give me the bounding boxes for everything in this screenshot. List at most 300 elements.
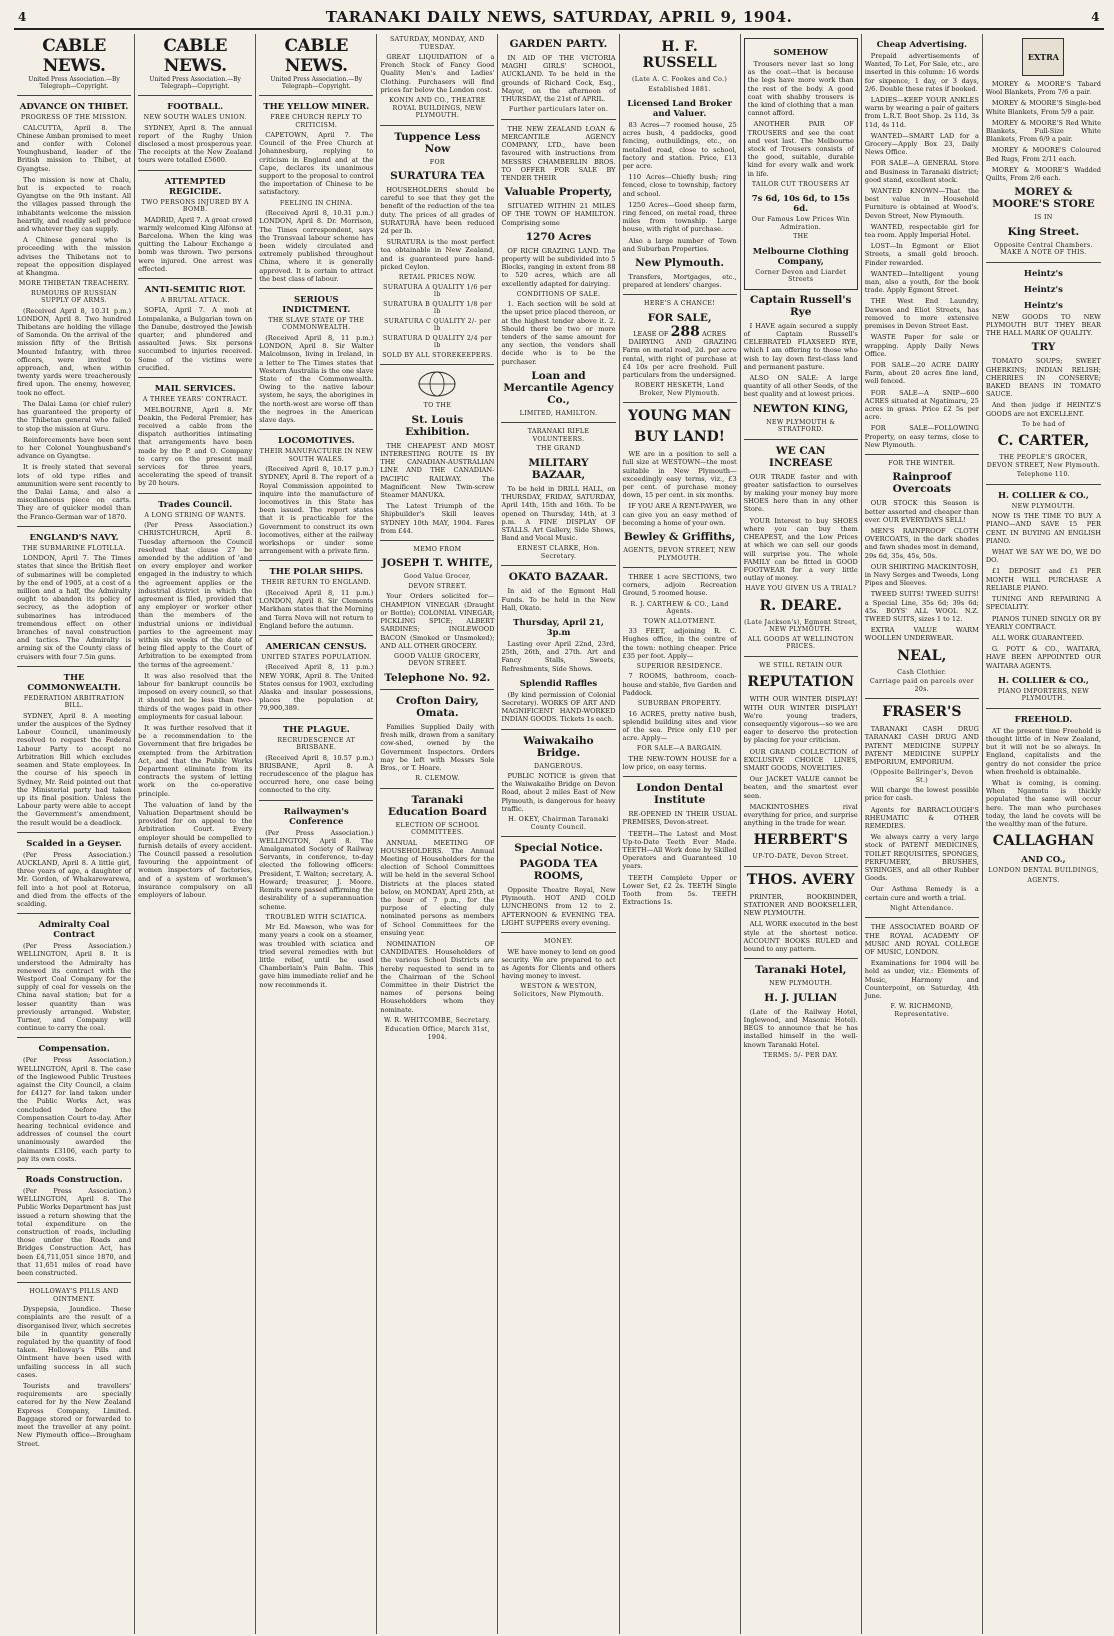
ad-text: OUR TRADE faster and with greater satisfaction to ourselves by making your money buy more SHOES here than in any other Store. (743, 472, 858, 514)
masthead (14, 6, 1104, 30)
article-subtitle: FREE CHURCH REPLY TO CRITICISM. (270, 114, 363, 129)
ad-box (744, 38, 858, 290)
ad-text: NEW PLYMOUTH. (769, 980, 833, 988)
ad-heading: THOS. AVERY (746, 871, 855, 888)
article-text: A Chinese general who is proceeding with the mission advises the Thibetans not to repeat the opposition displayed at Khangma. (17, 236, 132, 277)
ad-heading: St. Louis Exhibition. (405, 413, 470, 438)
article-text: Mr Ed. Mawson, who was for many years a cook on a steamer, was troubled with sciatica and tried several remedies with but little relief, until he used Chamberlain's Pain Balm. This gave him immediate relief and he now recommends it. (259, 923, 374, 989)
ad-text: ELECTION OF SCHOOL COMMITTEES. (395, 821, 480, 837)
column-4 (377, 34, 498, 1634)
extra-logo-text: EXTRA (1027, 51, 1059, 62)
ad-text: THE ASSOCIATED BOARD OF THE ROYAL ACADEMY OF MUSIC AND ROYAL COLLEGE OF MUSIC, LONDON. (864, 923, 979, 956)
ad-text: NOW IS THE TIME TO BUY A PIANO—AND SAVE 15 PER CENT. IN BUYING AN ENGLISH PIANO. (985, 512, 1101, 545)
classified-ad: WANTED—SMART LAD for a Grocery—Apply Box 23, Daily News Office. (864, 131, 979, 157)
classified-ad: LADIES—KEEP YOUR ANKLES warm by wearing a pair of gaiters from L.R.T. Boot Shop. 2s 11d, 3s 11d, 4s 11d. (864, 96, 979, 129)
article-text: It was also resolved that the labour for bankrupt councils be imposed on every council, so that it should not be less than two-thirds of the wages paid in other employments for casual labour. (138, 671, 253, 721)
ad-text: TWEED SUITS! TWEED SUITS! a Special Line, 35s 6d; 39s 6d; 45s. BOYS' ALL WOOL N.Z. TWEED SUITS, sizes 1 to 12. (864, 590, 979, 624)
columns (14, 34, 1104, 1634)
column-6 (620, 34, 741, 1634)
article-text: The mission is now at Chalu, but is expected to reach Gyangtse on the 9th instant. All the villages passed through the inhabitants welcome the mission heartily, and readily sell produce and whatever they can supply. (17, 175, 132, 233)
classified-ad: WANTED, respectable girl for tea room. Apply Imperial Hotel. (864, 222, 979, 240)
ad-text: (Late Jackson's), Egmont Street, NEW PLYMOUTH. (744, 618, 858, 634)
ad-text: THREE 1 acre SECTIONS, two corners, adjoin Recreation Ground, 5 roomed house. (622, 573, 737, 598)
article-subtitle: FEELING IN CHINA. (279, 199, 353, 207)
ad-text: Will charge the lowest possible price for cash. (864, 786, 979, 803)
ad-text: And then judge if HEINTZ'S GOODS are not EXCELLENT. (985, 401, 1101, 418)
article-text: (Per Press Association.) WELLINGTON, April 8. The case of the Inglewood Public Trustees against the City Council, a claim for £4127 for land taken under the Public Works Act, was concluded before the Compensation Court to-day. After hearing technical evidence and addresses of counsel the court unanimously awarded the claimants £3106, each party to pay its own costs. (17, 1056, 132, 1163)
article-title: LOCOMOTIVES. (278, 436, 355, 447)
ad-heading: MILITARY BAZAAR, (528, 456, 589, 481)
ad-heading: JOSEPH T. WHITE, (381, 557, 493, 570)
article-subtitle: HOLLOWAY'S PILLS AND OINTMENT. (29, 1288, 119, 1303)
ad-text: (Late A. C. Fookes and Co.) (632, 76, 728, 83)
ad-heading: Crofton Dairy, Omata. (396, 694, 479, 719)
ad-heading: H. J. JULIAN (764, 991, 838, 1004)
ad-text: £1 DEPOSIT and £1 PER MONTH WILL PURCHASE A RELIABLE PIANO. (985, 567, 1101, 592)
ad-heading: CALLAGHAN (992, 833, 1095, 850)
article-title: Compensation. (38, 1044, 110, 1055)
ad-text: Our Asthma Remedy is a certain cure and worth a trial. (864, 885, 979, 902)
ad-text: NEW GOODS TO NEW PLYMOUTH BUT THEY BEAR THE HALL MARK OF QUALITY. (985, 312, 1101, 338)
ad-text: To be had of (1022, 420, 1065, 428)
ad-text: Established 1881. (648, 85, 711, 93)
ad-text: PIANOS TUNED SINGLY OR BY YEARLY CONTRACT. (985, 614, 1101, 631)
ad-text: NOMINATION OF CANDIDATES. Householders of the various School Districts are hereby requested to send in to the Chairman of the School Committee in their District the names of persons being Householders whom they nominate. (380, 940, 495, 1014)
article-text: (Received April 8, 10.17 p.m.) SYDNEY, April 8. The report of a Royal Commission appointed to inquire into the manufacture of locomotives in this State has been issued. The report states that it is practicable for the Government to construct its own locomotives, either at the railway workshops or under some arrangement with a private firm. (259, 465, 374, 556)
ad-text: IN AID OF THE VICTORIA MAGHI GIRLS' SCHOOL, AUCKLAND. To be held in the grounds of Richard Cock, Esq., Mayor, on the afternoon of THURSDAY, the 21st of APRIL. (501, 54, 616, 104)
ad-text: MEMO FROM (413, 545, 462, 553)
ad-heading: HERBERT'S (753, 832, 848, 849)
ad-text: (Late of the Railway Hotel, Inglewood, and Masonic Hotel). BEGS to announce that he has installed himself in the well-known Taranaki Hotel. (743, 1007, 858, 1049)
article-text: (Received April 8, 10.31 p.m.) LONDON, April 8. Two hundred Thibetans are holding the village of Samonda. On the arrival of the mission fifty of the British Mounted Infantry, with three officers, were invited to approach, and, when within twenty yards were treacherously fired upon. The enemy, however, took no effect. (17, 306, 132, 397)
credit-line: United Press Association.—By Telegraph—Copyright. (270, 76, 363, 90)
ad-text: 110 Acres—Chiefly bush; ring fenced, close to township, factory and school. (622, 173, 737, 198)
article-text: (Per Press Association.) CHRISTCHURCH, April 8. Tuesday afternoon the Council resolved that clause 27 be amended by the addition of 'and on every employer and worker engaged in the industry to which the agreement applies or the industrial district in which the agreement is filed, provided that any employer or worker other than the members of the industrial unions or individual parties to the agreement may within six weeks of the date of being filed apply to the Court of Arbitration to be exempted from the terms of the agreement.' (138, 521, 253, 669)
ad-text: GOOD VALUE GROCERY, DEVON STREET. (394, 652, 481, 668)
ad-text: 1. Each section will be sold at the upset price placed thereon, or at the highest tender above it. 2. Should there be two or more tenders of the same amount for any section, the vendors shall decide who is to be the purchaser. (501, 300, 616, 366)
credit-line: United Press Association.—By Telegraph—Copyright. (28, 76, 120, 90)
ad-text: SURATURA A QUALITY 1/6 per lb (383, 283, 492, 299)
ad-heading: Special Notice. (514, 842, 603, 855)
ad-text: Agents for BARRACLOUGH'S RHEUMATIC & OTHER REMEDIES. (864, 805, 979, 831)
article-subtitle: THE SUBMARINE FLOTILLA. (22, 544, 126, 552)
article-subtitle: PROGRESS OF THE MISSION. (20, 114, 128, 121)
ad-heading: New Plymouth. (635, 257, 725, 270)
ad-text: We always carry a very large stock of PATENT MEDICINES, TOILET REQUISITES, SPONGES, PERFUMERY, BRUSHES, SYRINGES, and all other Rubber Goods. (864, 833, 979, 883)
ad-text: Transfers, Mortgages, etc., prepared at lenders' charges. (622, 273, 737, 290)
ad-heading: NEAL, (897, 647, 947, 664)
ad-text: RETAIL PRICES NOW. (398, 274, 476, 282)
article-text: LONDON, April 7. The Times states that since the British fleet of submarines will be completed by the end of 1905, at a cost of a million and a half, the Admiralty ought to abandon its policy of secrecy, as the adoption of submarines has introduced tremendous effect on other branches of naval construction and tactics. The Admiralty is arming six of the County class of cruisers with four 7.5in guns. (17, 554, 132, 661)
ad-heading: Bewley & Griffiths, (623, 531, 736, 543)
article-subtitle: MORE THIBETAN TREACHERY. (18, 280, 130, 288)
ad-text: Good Value Grocer, (403, 573, 471, 581)
ad-heading: Heintz's (1023, 284, 1063, 295)
ad-heading: London Dental Institute (636, 782, 723, 807)
column-heading: CABLE NEWS. (42, 36, 106, 76)
article-text: (Per Press Association.) AUCKLAND, April 8. A little girl, three years of age, a daughter of Mr. Gordon, of Whakarewarewa, fell into a hot pool at Rotorua, and died from the effects of the scalding. (17, 850, 132, 908)
credit-line: United Press Association.—By Telegraph—Copyright. (149, 76, 241, 90)
ad-text: TOWN ALLOTMENT. (643, 617, 716, 625)
ad-heading: Taranaki Hotel, (755, 964, 847, 977)
article-title: THE COMMONWEALTH. (27, 672, 121, 693)
ad-text: MOREY & MOORE'S Wadded Quilts, From 2/6 each. (985, 165, 1101, 183)
ad-text: RE-OPENED IN THEIR USUAL PREMISES, Devon-street. (622, 810, 737, 827)
article-text: (Received April 8, 11 p.m.) NEW YORK, April 8. The United States census for 1903, excluding Alaska and insular possessions, places the population at 79,900,389. (259, 663, 374, 713)
ad-text: FOR SALE—A BARGAIN. (636, 745, 723, 753)
ad-text: SATURDAY, MONDAY, AND TUESDAY. (390, 36, 485, 51)
ad-text: THE NEW-TOWN HOUSE for a low price, on easy terms. (622, 754, 737, 772)
ad-text: 16 ACRES, pretty native bush, splendid building sites and view of the sea. Price only £10 per acre. Apply— (622, 709, 737, 743)
ad-text: SURATURA is the most perfect tea obtainable in New Zealand, and is guaranteed pure hand-picked Ceylon. (380, 238, 495, 271)
ad-text: OF RICH GRAZING LAND. The property will be subdivided into 5 Blocks, ranging in extent from 88 to 520 acres, which are all excellently adapted for dairying. (501, 246, 616, 288)
article-text: (Received April 8, 11 p.m.) LONDON, April 8. Sir Walter Malcolmson, living in Ireland, in a letter to The Times states that Western Australia is the one slave State of the Commonwealth. Owing to the native labour system, he says, the aborigines in the north-west are worse off than the negroes in the American slave days. (259, 333, 374, 424)
article-title: SERIOUS INDICTMENT. (282, 294, 351, 315)
ad-text: Telephone 110. (1016, 471, 1070, 479)
article-text: It was further resolved that it be a recommendation to the Government that fire brigades be exempted from the Arbitration Act, and that the Public Works Department eliminate from its contracts the system of letting work on the co-operative principle. (138, 723, 253, 798)
ad-text: ALL GOODS AT WELLINGTON PRICES. (747, 635, 854, 651)
ad-text: SUBURBAN PROPERTY. (637, 700, 722, 708)
ad-text: (Opposite Bellringer's, Devon St.) (870, 769, 974, 784)
ad-text: MOREY & MOORE'S Tabard Wool Blankets, From 7/6 a pair. (985, 80, 1101, 97)
article-title: MAIL SERVICES. (154, 384, 236, 395)
ad-text: DANGEROUS. (533, 762, 584, 770)
ad-text: WHAT WE SAY WE DO, WE DO DO. (985, 548, 1101, 565)
article-title: THE PLAGUE. (282, 724, 350, 735)
ad-text: PRINTER, BOOKBINDER, STATIONER AND BOOKSELLER, NEW PLYMOUTH. (743, 892, 858, 918)
ad-heading: Heintz's (1023, 300, 1063, 311)
article-subtitle: UNITED STATES POPULATION. (261, 653, 372, 661)
column-3 (256, 34, 377, 1634)
ad-text: (By kind permission of Colonial Secretary). WORKS OF ART AND MAGNIFICENT HAND-WORKED INDIAN GOODS. Tickets 1s each. (501, 690, 616, 724)
article-title: ADVANCE ON THIBET. (19, 102, 129, 112)
article-subtitle: TWO PERSONS INJURED BY A BOMB. (141, 198, 249, 214)
article-text: The valuation of land by the Valuation Department should be provided for on appeal to the Arbitration Court. Every employer should be compelled to furnish details of every accident. The Council passed a resolution favouring the appointment of women inspectors of factories, and of a system of workmen's insurance compulsory on all employers of labour. (138, 800, 253, 900)
ad-text: 7 ROOMS, bathroom, coach-house and stable, five Garden and Paddock. (622, 672, 737, 697)
ad-text: CONDITIONS OF SALE. (516, 290, 601, 298)
article-subtitle: FEDERATION ARBITRATION BILL. (23, 694, 125, 710)
ad-heading: King Street. (1007, 225, 1080, 238)
ad-text: HAVE YOU GIVEN US A TRIAL? (745, 585, 857, 593)
ad-text: To be held in DRILL HALL, on THURSDAY, FRIDAY, SATURDAY, April 14th, 15th and 16th. To be opened on Thursday, 14th, at 3 p.m. A FINE DISPLAY OF STALLS. Art Gallery, Side Shows, Band and Vocal Music. (501, 484, 616, 543)
lease-number: 288 (670, 323, 700, 340)
ad-heading: OKATO BAZAAR. (508, 571, 609, 584)
ad-heading: AND CO., (1021, 855, 1066, 866)
ad-text: SUPERIOR RESIDENCE. (636, 662, 723, 670)
ad-text: F. W. RICHMOND, Representative. (890, 1003, 954, 1018)
ad-text: MOREY & MOORE'S Red White Blankets, Full-Size White Blankets, From 6/9 a pair. (985, 118, 1101, 144)
ad-text: What is coming, is coming. When Ngamotu is thickly populated the same will occur here. The man who purchases today, the land he covets will be the wealthy man of the future. (985, 778, 1101, 828)
article-text: Reinforcements have been sent to her Colonel Younghusband's advance on Gyangtse. (17, 435, 132, 461)
article-text: MADRID, April 7. A great crowd warmly welcomed King Alfonso at Barcelona. When the king was quitting the Labour Exchange a bomb was thrown. Two persons were injured. One arrest was effected. (138, 215, 253, 273)
ad-text: ACRES (701, 329, 727, 338)
ad-text: TERMS: 5/- PER DAY. (763, 1051, 839, 1059)
ad-text: WESTON & WESTON, Solicitors, New Plymouth. (513, 983, 604, 998)
page-number-right: 4 (1091, 10, 1100, 24)
ad-text: Education Office, March 31st, 1904. (385, 1026, 490, 1041)
ad-text: Cash Clothier. (897, 668, 947, 676)
article-subtitle: A BRUTAL ATTACK. (160, 296, 230, 304)
article-text: CALCUTTA, April 8. The Chinese Amban promised to meet and confer with Colonel Younghusband, leader of the British mission to Thibet, at Gyangtse. (17, 123, 132, 173)
ad-heading: Taranaki Education Board (387, 793, 487, 818)
ad-heading: Licensed Land Broker and Valuer. (627, 99, 732, 119)
column-2 (135, 34, 256, 1634)
classified-ad: LOST—In Egmont or Eliot Streets, a small gold brooch. Finder rewarded. (864, 242, 979, 267)
ad-text: ALL WORK executed in the best style at the shortest notice. ACCOUNT BOOKS RULED and bound to any pattern. (743, 920, 858, 954)
classified-ad: WANTED—Intelligent young man, also a youth, for the book trade. Apply Egmont Street. (864, 269, 979, 295)
ad-text: AGENTS. (1027, 876, 1060, 884)
ad-text: ALL WORK GUARANTEED. (991, 633, 1084, 642)
ad-text: SOLD BY ALL STOREKEEPERS. (382, 351, 493, 359)
ad-text: Our JACKET VALUE cannot be beaten, and the smartest ever seen. (743, 775, 858, 800)
article-title: FOOTBALL. (167, 102, 224, 112)
article-title: Trades Council. (158, 499, 233, 510)
classified-ad: THE West End Laundry, Dawson and Eliot Streets, has removed to more extensive premises in Devon Street East. (864, 297, 979, 331)
ad-text: DAIRYING AND GRAZING Farm on metal road, 2d. per acre rental, with right of purchase at £4 10s per acre freehold. Full particulars from the undersigned. (622, 338, 737, 379)
article-title: ATTEMPTED REGICIDE. (164, 176, 226, 197)
ad-text: Corner Devon and Liardet Streets (755, 268, 847, 284)
ad-text: TEETH—The Latest and Most Up-to-Date Teeth Ever Made. TEETH—All Work done by Skilled Operators and Guaranteed 10 years. (622, 829, 737, 871)
article-text: (Per Press Association.) WELLINGTON, April 8. The Amalgamated Society of Railway Servants, in conference, to-day elected the following officers: President, T. Walton; secretary, A. Howard; treasurer, J. Moore. Remits were passed affirming the desirability of a superannuation scheme. (259, 828, 374, 911)
ad-text: SITUATED WITHIN 21 MILES OF THE TOWN OF HAMILTON. Comprising some (501, 202, 616, 227)
ad-text: MOREY & MOORE'S Single-bed White Blankets, From 5/9 a pair. (985, 99, 1101, 116)
extra-logo (1022, 38, 1064, 76)
ad-text: MACKINTOSHES rival everything for price, and surprise anything in the trade for wear. (743, 802, 858, 828)
ad-text: AGENTS, DEVON STREET, NEW PLYMOUTH. (623, 547, 736, 562)
article-text: (Received April 8, 10.57 p.m.) BRISBANE, April 8. A recrudescence of the plague has occurred here, one case being connected to the city. (259, 753, 374, 795)
newspaper-title: TARANAKI DAILY NEWS, SATURDAY, APRIL 9, 1904. (325, 8, 793, 26)
ad-text: MOREY & MOORE'S Coloured Bed Rugs, From 2/11 each. (985, 146, 1101, 163)
ad-text: DEVON STREET. (408, 582, 467, 590)
classified-ad: WASTE Paper for sale or wrapping. Apply Daily News Office. (864, 333, 979, 358)
article-subtitle: NEW SOUTH WALES UNION. (143, 114, 247, 121)
ad-text: Further particulars later on. (508, 106, 609, 114)
ad-text: PIANO IMPORTERS, NEW PLYMOUTH. (997, 687, 1089, 703)
ad-text: Lasting over April 22nd, 23rd, 25th, 26th, and 27th. Art and Fancy Stalls, Sweets, Refreshments, Side Shows. (501, 639, 616, 673)
article-subtitle: RECRUDESCENCE AT BRISBANE. (277, 736, 356, 752)
classified-ad: Prepaid advertisements of Wanted, To Let, For Sale, etc., are inserted in this column: 16 words for sixpence, 1 day, or 3 days, 2/6. Double these rates if booked. (864, 52, 979, 93)
ad-text: Carriage paid on parcels over 20s. (869, 678, 974, 693)
ad-text: HOUSEHOLDERS should be careful to see that they get the benefit of the reduction of the tea duty. The prices of all grades of SURATURA have been reduced 2d per lb. (380, 186, 495, 236)
ad-heading: REPUTATION (747, 674, 855, 691)
ad-text: FOR THE WINTER. (888, 459, 956, 467)
ad-text: UP-TO-DATE, Devon Street. (752, 853, 849, 861)
ad-heading: FRASER'S (882, 704, 962, 721)
article-text: SYDNEY, April 8. A meeting under the auspices of the Sydney Labour Council, unanimously resolved to request the Federal Labour Party to accept no Arbitration Bill which excludes seamen and State employees. In the course of his speech in Sydney, Mr. Reid pointed out that the Ministerial party had taken up its final position. Unless the Labour party were able to accept the Government's amendment, the result would be a deadlock. (17, 711, 132, 827)
ad-heading: Rainproof Overcoats (892, 471, 952, 496)
article-text: (Received April 8, 11 p.m.) LONDON, April 8. Sir Clements Markham states that the Morning and Terra Nova will not return to England before the autumn. (259, 588, 374, 630)
ad-text: H. OKEY, Chairman Taranaki County Council. (508, 816, 609, 831)
ad-text: TEETH Complete Upper or Lower Set, £2 2s. TEETH Single Tooth from 5s. TEETH Extractions 1s. (622, 873, 737, 907)
ad-text: YOUR Interest to buy SHOES where you can buy them CHEAPEST, and the Low Prices at which we can sell our goods will surprise you. The whole FAMILY can be fitted in GOOD FOOTWEAR for a very little outlay of money. (743, 516, 858, 583)
article-text: Dyspepsia, Jaundice. These complaints are the result of a disorganised liver, which secretes bile in quantity generally regulated by the quantity of food taken. Holloway's Pills and Ointment have been used with unfailing success in all such cases. (17, 1305, 132, 1379)
article-title: ANTI-SEMITIC RIOT. (144, 284, 246, 295)
ad-text: THE NEW ZEALAND LOAN & MERCANTILE AGENCY COMPANY, LTD., have been favoured with instructions from MESSRS CHAMBERLIN BROS. TO OFFER FOR SALE BY TENDER THEIR (501, 124, 616, 182)
ad-text: OUR GRAND COLLECTION of EXCLUSIVE CHOICE LINES, SMART GOODS, NOVELTIES. (743, 747, 858, 772)
ad-text: Opposite Theatre Royal, New Plymouth. HOT AND COLD LUNCHEONS from 12 to 2. AFTERNOON & EVENING TEA. LIGHT SUPPERS every evening. (501, 886, 616, 927)
article-text: (Per Press Association.) WELLINGTON, April 8. The Public Works Department has just issued a return showing that the total expenditure on the construction of roads, including those under the Roads and Bridges Construction Act, has been £4,711,051 since 1870, and that 11,651 miles of road have been constructed. (17, 1187, 132, 1278)
article-title: ENGLAND'S NAVY. (29, 532, 119, 543)
ad-heading: GARDEN PARTY. (509, 38, 608, 50)
ad-text: R. CLEMOW. (415, 775, 460, 783)
ad-text: ROBERT HESKETH, Land Broker, New Plymouth. (634, 382, 725, 397)
ad-heading: Cheap Advertising. (876, 40, 968, 50)
ad-text: TARANAKI RIFLE VOLUNTEERS. (527, 428, 590, 443)
ad-heading: BUY LAND! (634, 429, 725, 446)
ad-text: The Latest Triumph of the Shipbuilder's Skill leaves SYDNEY 10th MAY, 1904. Fares from £44. (380, 502, 495, 535)
ad-heading: Telephone No. 92. (384, 671, 491, 684)
column-8 (862, 34, 983, 1634)
ad-text: R. J. CARTHEW & CO., Land Agents. (630, 600, 729, 616)
ad-text: WITH OUR WINTER DISPLAY! WITH OUR WINTER DISPLAY! We're young traders, consequently vigorous—so we are eager to deserve the protection by placing for your criticism. (743, 695, 858, 745)
ad-text: Examinations for 1904 will be held as under, viz.: Elements of Music, Harmony and Counterpoint, on Saturday, 4th June. (864, 959, 979, 1000)
ad-text: SURATURA B QUALITY 1/8 per lb (383, 300, 492, 316)
classified-ad: FOR SALE—20 ACRE DAIRY Farm, about 20 acres fine land, well fenced. (864, 360, 979, 386)
ad-heading: Tuppence Less Now (394, 130, 481, 155)
ad-heading: Valuable Property, (504, 186, 613, 199)
ad-text: OUR SHIRTING MACKINTOSH, in Navy Serges and Tweeds, Long Pipes and Sleeves. (864, 562, 979, 588)
ad-text: IS IN (1034, 214, 1053, 222)
ad-text: Trousers never last so long as the coat—that is because the legs have more work than the rest of the body. A good coat with shabby trousers is the kind of clothing that a man cannot afford. (747, 60, 854, 118)
article-text: It is freely stated that several lots of old type rifles and ammunition were sent recently to the Dalai Lama, and also a miscellaneous piece on carts. They are of quicker model than the Franco-German war of 1870. (17, 463, 132, 521)
ad-text: ANOTHER PAIR OF TROUSERS and see the coat and vest last. The Melbourne stock of Trousers consists of the good, suitable, durable kind for every walk and work in life. (747, 120, 854, 178)
ad-text: 83 Acres—7 roomed house, 25 acres bush, 4 paddocks, good fencing, outbuildings, etc., on metalled road, close to school, factory and station. Price, £13 per acre. (622, 121, 737, 171)
globe-icon (380, 370, 494, 400)
article-title: Railwaymen's Conference (283, 806, 349, 827)
article-subtitle: THEIR MANUFACTURE IN NEW SOUTH WALES. (259, 448, 373, 463)
ad-heading: Waiwakaiho Bridge. (523, 734, 594, 759)
ad-text: FOR (429, 158, 445, 166)
article-subtitle: A LONG STRING OF WANTS. (144, 511, 246, 519)
ad-text: KONIN AND CO., THEATRE ROYAL BUILDINGS, NEW PLYMOUTH. (389, 97, 486, 120)
article-subtitle: THE SLAVE STATE OF THE COMMONWEALTH. (268, 316, 365, 332)
ad-heading: C. CARTER, (997, 433, 1090, 450)
ad-text: THE CHEAPEST AND MOST INTERESTING ROUTE IS BY THE CANADIAN-AUSTRALIAN LINE AND THE CANADIAN-PACIFIC RAILWAY. The Magnificent New Twin-screw Steamer MANUKA. (380, 441, 495, 499)
ad-heading: Captain Russell's Rye (750, 293, 852, 318)
article-text: SYDNEY, April 8. The annual report of the Rugby Union disclosed a most prosperous year. The receipts at the New Zealand tours were totalled £5600. (138, 123, 253, 165)
classified-ad: FOR SALE—FOLLOWING Property, on easy terms, close to New Plymouth. (864, 424, 979, 449)
ad-text: MEN'S RAINPROOF CLOTH OVERCOATS, in the dark shades and fawn shades most in demand, 29s 6d, 35s, 45s, 50s. (864, 527, 979, 560)
article-title: THE POLAR SHIPS. (269, 567, 364, 578)
ad-heading: SURATURA TEA (390, 170, 485, 183)
ad-text: In aid of the Egmont Hall Funds. To be held in the New Hall, Okato. (501, 587, 616, 612)
ad-heading: YOUNG MAN (628, 408, 732, 425)
ad-text: HERE'S A CHANCE! (644, 300, 716, 308)
ad-heading: Heintz's (1023, 268, 1063, 279)
ad-text: AT the present time Freehold is thought little of in New Zealand, but it will not be so always. In England, capitalists and the gentry do not consider the price when freehold is obtainable. (985, 726, 1101, 776)
ad-heading: WE CAN INCREASE (769, 444, 833, 469)
ad-text: 33 FEET, adjoining R. C. Hughes office, in the centre of the town: nothing cheaper. Price £35 per foot. Apply— (622, 627, 737, 660)
ad-heading: R. DEARE. (759, 597, 842, 614)
ad-text: ANNUAL MEETING OF HOUSEHOLDERS. The Annual Meeting of Householders for the election of School Committees will be held in the several School Districts at the places stated below, on MONDAY, April 25th, at the hour of 7 p.m., for the purpose of electing duly nominated persons as members of School Committees for the ensuing year. (380, 838, 495, 937)
page-number-left: 4 (18, 10, 27, 24)
ad-text: WE have money to lend on good security. We are prepared to act as Agents for Clients and others having money to invest. (501, 947, 616, 981)
ad-text: TO THE (423, 402, 452, 410)
ad-text: MONEY. (544, 938, 573, 946)
article-text: The Dalai Lama (or chief ruler) has guaranteed the property of the Thibetan general who failed to stop the mission at Guru. (17, 399, 132, 433)
ad-text: W. R. WHITCOMBE, Secretary. (383, 1016, 491, 1024)
column-5 (498, 34, 619, 1634)
article-subtitle: THEIR RETURN TO ENGLAND. (261, 579, 371, 587)
column-heading: CABLE NEWS. (284, 36, 349, 76)
ad-heading: 1270 Acres (525, 230, 592, 243)
ad-text: EXTRA VALUE WARM WOOLLEN UNDERWEAR. (864, 626, 979, 643)
ad-text: ERNEST CLARKE, Hon. Secretary. (517, 545, 600, 560)
article-text: (Per Press Association.) WELLINGTON, April 8. It is understood the Admiralty has renewed its contract with the Westport Coal Company for the supply of coal for vessels on the China naval station; but for a lesser quantity than was previously arranged. Webster, Turner, and Company will continue to carry the coal. (17, 942, 132, 1033)
ad-heading: NEWTON KING, (752, 402, 849, 415)
ad-text: LONDON DENTAL BUILDINGS, (988, 867, 1099, 875)
article-title: Admiralty Coal Contract (38, 920, 110, 941)
column-1 (14, 34, 135, 1634)
ad-heading: PAGODA TEA ROOMS, (519, 858, 598, 883)
ad-heading: FREEHOLD. (1014, 714, 1073, 725)
ad-text: SURATURA C QUALITY 2/- per lb (383, 317, 491, 333)
ad-heading: Loan and Mercantile Agency Co., (503, 369, 614, 406)
ad-text: ALSO ON SALE: A large quantity of all other Seeds, of the best quality and at lowest prices. (743, 374, 858, 399)
article-title: THE YELLOW MINER. (263, 102, 370, 112)
classified-ad: FOR SALE—A SNIP—600 ACRES situated at Ngatimaru, 25 acres in grass. Price £2 5s per acre. (864, 388, 979, 422)
ad-heading: FOR SALE, (647, 311, 712, 324)
ad-text: PUBLIC NOTICE is given that the Waiwakaiho Bridge on Devon Road, about 2 miles East of New Plymouth, is dangerous for heavy traffic. (501, 772, 616, 813)
ad-text: G. POTT & CO., WAITARA, HAVE BEEN APPOINTED OUR WAITARA AGENTS. (985, 645, 1101, 670)
article-subtitle: TROUBLED WITH SCIATICA. (265, 913, 367, 921)
ad-text: TUNING AND REPAIRING A SPECIALITY. (985, 595, 1101, 612)
ad-text: IF YOU ARE A RENT-PAYER, we can give you an easy method of becoming a home of your own. (622, 502, 737, 527)
ad-text: WE STILL RETAIN OUR (759, 661, 843, 669)
ad-text: 1250 Acres—Good sheep farm, ring fenced, on metal road, three miles from township. Large house, with right of purchase. (622, 200, 737, 234)
classified-ad: WANTED KNOWN—That the best value in Household Furniture is obtained at Wood's. Devon Street, New Plymouth. (864, 187, 979, 220)
article-title: Scalded in a Geyser. (26, 838, 122, 849)
ad-text: TARANAKI CASH DRUG TARANAKI CASH DRUG AND PATENT MEDICINE SUPPLY PATENT MEDICINE SUPPLY EMPORIUM, EMPORIUM. (864, 725, 979, 766)
article-title: Roads Construction. (25, 1175, 123, 1186)
ad-text: NEW PLYMOUTH & STRATFORD. (766, 418, 836, 434)
ad-text: I HAVE again secured a supply of Captain Russell's CELEBRATED FLAXSEED RYE, which I am offering to those who wish to lay down first-class land and permanent pasture. (743, 321, 858, 371)
article-text: CAPETOWN, April 7. The Council of the Free Church at Johannesburg, replying to criticism in England and at the Cape, declares its unanimous support to the proposal to control the importation of Chinese to be satisfactory. (259, 131, 374, 197)
article-subtitle: A THREE YEARS' CONTRACT. (142, 396, 248, 404)
ad-text: Our Famous Low Prices Win Admiration. (751, 216, 850, 231)
column-9 (983, 34, 1104, 1634)
ad-heading: 7s 6d, 10s 6d, to 15s 6d. (751, 194, 850, 215)
ad-text: Your Orders solicited for— CHAMPION VINEGAR (Draught or Bottle); COLONIAL VINEGAR; PICKLING SPICE; ALBERT SARDINES; INGLEWOOD BACON (Smoked or Unsmoked); AND ALL OTHER GROCERY. (380, 592, 495, 650)
article-text: MELBOURNE, April 8. Mr Deakin, the Federal Premier, has received a cable from the dispatch authorities intimating that arrangements have been made by the P. and O. Company to carry on the present mail services for three years, accelerating the speed of transit by 20 hours. (138, 405, 253, 488)
ad-text: NEW PLYMOUTH. (1011, 502, 1076, 510)
ad-heading: H. COLLIER & CO., (998, 675, 1089, 686)
ad-heading: Melbourne Clothing Company, (752, 246, 849, 267)
ad-text: LEASE OF (633, 329, 669, 338)
ad-heading: H. COLLIER & CO., (998, 490, 1089, 501)
ad-text: GREAT LIQUIDATION of a French Stock of Fancy Good Quality Men's and Ladies' Clothing. Purchasers will find prices far below the London cost. (380, 53, 495, 94)
ad-text: LIMITED, HAMILTON. (519, 409, 598, 417)
article-text: Tourists and travellers' requirements are specially catered for by the New Zealand Express Company, Limited. Baggage stored or forwarded to meet the traveller at any point. New Plymouth office—Brougham Street. (17, 1382, 132, 1448)
ad-text: THE PEOPLE'S GROCER, DEVON STREET, New Plymouth. (986, 454, 1101, 469)
article-subtitle: RUMOURS OF RUSSIAN SUPPLY OF ARMS. (31, 289, 118, 305)
ad-heading: Thursday, April 21, 3p.m (513, 617, 604, 638)
ad-heading: TRY (1031, 341, 1056, 354)
ad-text: TAILOR CUT TROUSERS AT (751, 180, 850, 188)
column-7 (741, 34, 862, 1634)
classified-ad: FOR SALE—A GENERAL Store and Business in Taranaki district; good stand, excellent stock. (864, 159, 979, 184)
ad-text: Opposite Central Chambers. MAKE A NOTE OF THIS. (994, 241, 1093, 257)
ad-text: Families Supplied Daily with fresh milk, drawn from a sanitary cow-shed, owned by the Government Inspectors. Orders may be left with Messrs Sole Bros., or T. Hoare. (380, 722, 495, 772)
ad-text: TOMATO SOUPS; SWEET GHERKINS; INDIAN RELISH; CHERRIES IN CONSERVE; BAKED BEANS IN TOMATO SAUCE. (985, 357, 1101, 399)
ad-text: Night Attendance. (890, 904, 954, 912)
ad-text: OUR STOCK this Season is better assorted and cheaper than ever. OUR EVERYDAYS SELL! (864, 499, 979, 524)
ad-heading: Splendid Raffles (519, 678, 598, 689)
ad-text: SURATURA D QUALITY 2/4 per lb (382, 334, 492, 350)
article-text: SOFIA, April 7. A mob at Lompalanka, a Bulgarian town on the Danube, destroyed the Jewish quarter, and plundered and assaulted Jews. Six persons succumbed to injuries received. Some of the victims were crucified. (138, 306, 253, 372)
column-heading: CABLE NEWS. (163, 36, 227, 76)
ad-heading: SOMEHOW (773, 48, 828, 58)
